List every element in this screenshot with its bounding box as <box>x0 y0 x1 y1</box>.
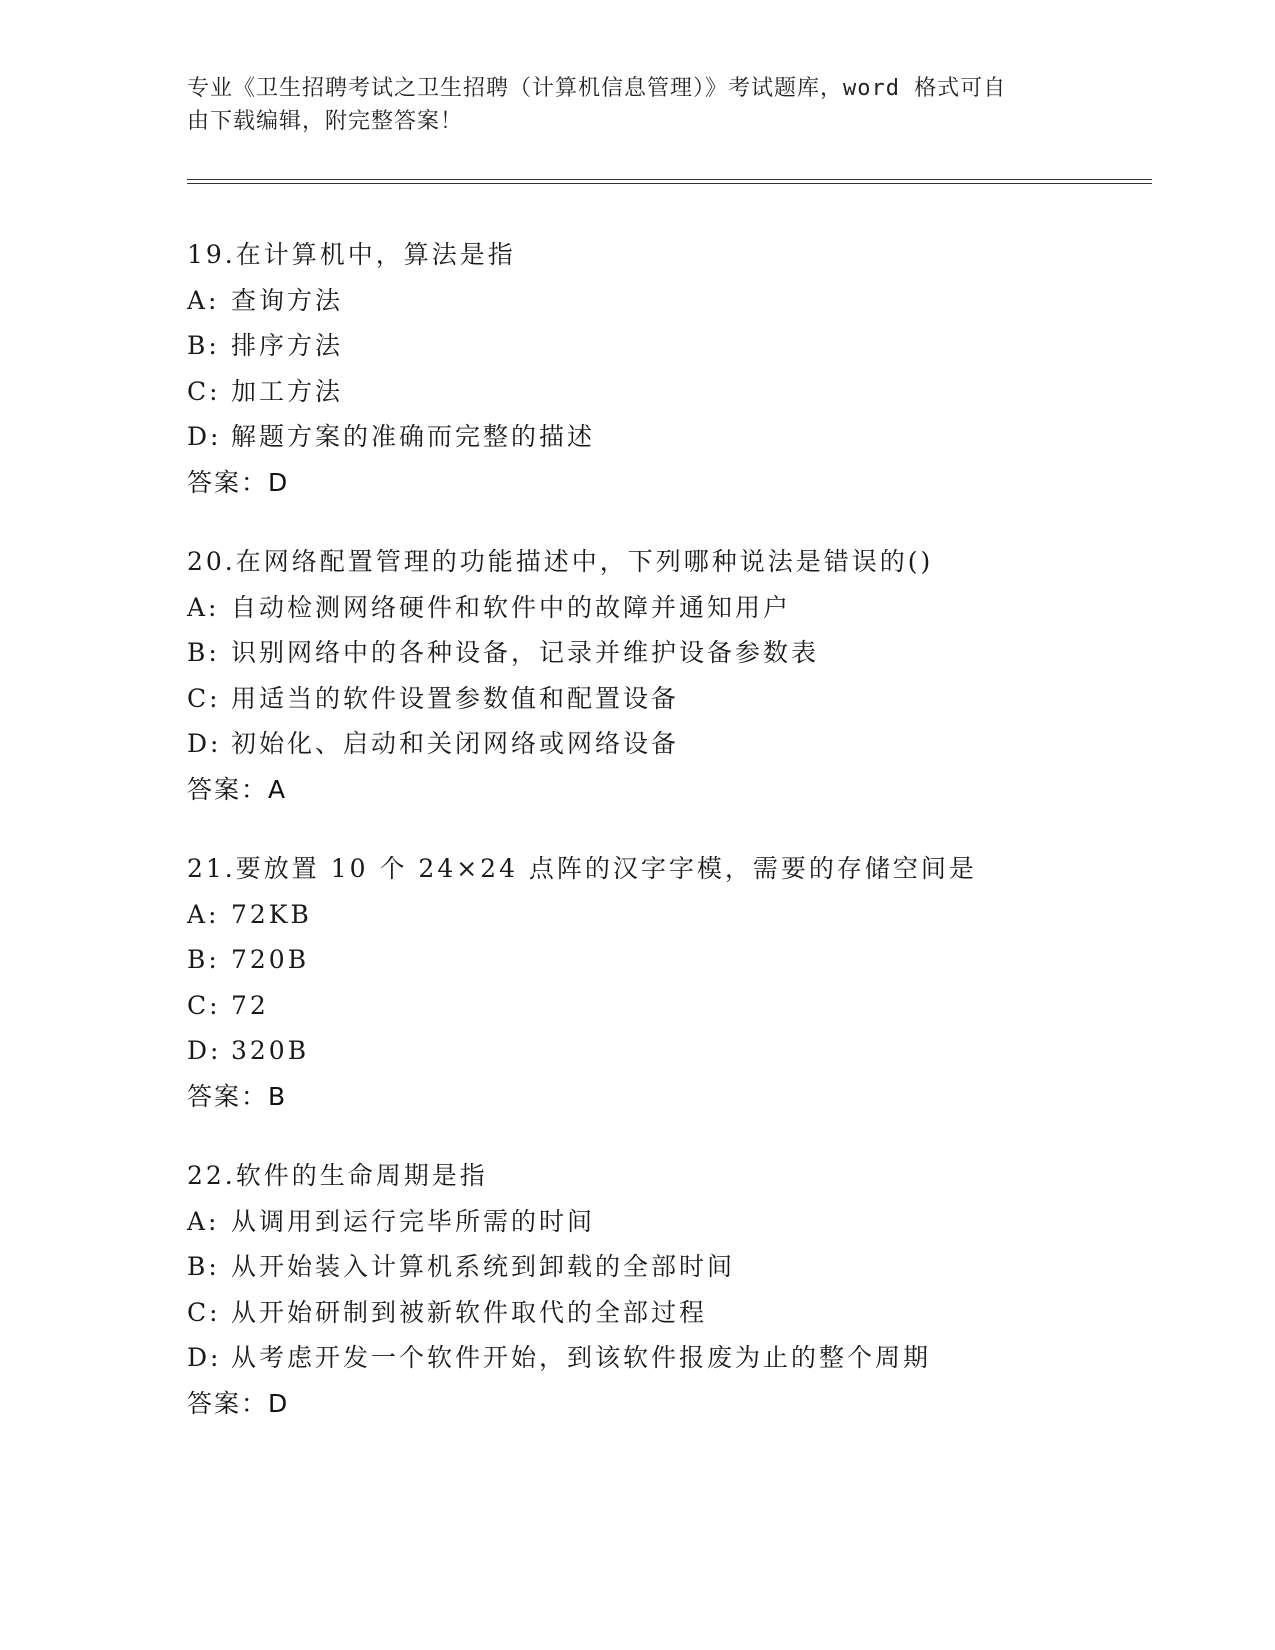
question-stem: 20.在网络配置管理的功能描述中，下列哪种说法是错误的() <box>187 547 934 576</box>
option-key: C: <box>187 683 221 713</box>
option-key: D: <box>187 1036 222 1065</box>
header-line-2: 由下载编辑，附完整答案！ <box>187 109 464 134</box>
answer-value: D <box>268 1388 290 1418</box>
option-text: 从开始装入计算机系统到卸载的全部时间 <box>231 1252 736 1281</box>
question-22 <box>187 1153 1187 1426</box>
option-key: A: <box>187 592 220 622</box>
option-a <box>187 278 1187 324</box>
option-b <box>187 937 1187 983</box>
header-divider-top <box>187 179 1152 180</box>
option-text: 初始化、启动和关闭网络或网络设备 <box>231 729 680 758</box>
option-key: B: <box>187 945 220 974</box>
header-divider-bottom <box>187 183 1152 184</box>
option-text: 320B <box>231 1036 310 1065</box>
option-key: C: <box>187 990 221 1020</box>
question-21 <box>187 846 1187 1119</box>
option-c <box>187 1290 1187 1336</box>
option-text: 72 <box>231 990 269 1020</box>
option-key: A: <box>187 285 220 315</box>
option-key: A: <box>187 899 220 929</box>
option-key: D: <box>187 1343 222 1372</box>
option-text: 加工方法 <box>231 376 344 406</box>
option-key: C: <box>187 376 221 406</box>
option-text: 查询方法 <box>231 285 344 315</box>
option-text: 从考虑开发一个软件开始，到该软件报废为止的整个周期 <box>231 1343 932 1372</box>
question-list <box>187 232 1187 1460</box>
option-d <box>187 1028 1187 1074</box>
answer <box>187 460 1187 506</box>
answer <box>187 767 1187 813</box>
option-d <box>187 1335 1187 1381</box>
answer-label: 答案： <box>187 1388 269 1418</box>
document-header <box>187 72 1087 138</box>
answer <box>187 1074 1187 1120</box>
option-text: 自动检测网络硬件和软件中的故障并通知用户 <box>231 592 792 622</box>
option-d <box>187 721 1187 767</box>
answer-value: A <box>268 774 288 804</box>
answer-value: B <box>268 1081 288 1111</box>
option-key: B: <box>187 1252 220 1281</box>
option-text: 解题方案的准确而完整的描述 <box>231 422 596 451</box>
option-a <box>187 892 1187 938</box>
option-text: 72KB <box>231 899 312 929</box>
option-b <box>187 323 1187 369</box>
answer-label: 答案： <box>187 774 269 804</box>
option-text: 识别网络中的各种设备，记录并维护设备参数表 <box>231 638 820 667</box>
answer <box>187 1381 1187 1427</box>
option-key: A: <box>187 1206 220 1236</box>
option-c <box>187 369 1187 415</box>
answer-label: 答案： <box>187 1081 269 1111</box>
answer-value: D <box>268 467 290 497</box>
question-stem: 19.在计算机中，算法是指 <box>187 240 516 269</box>
option-c <box>187 983 1187 1029</box>
answer-label: 答案： <box>187 467 269 497</box>
option-c <box>187 676 1187 722</box>
question-19 <box>187 232 1187 505</box>
question-stem: 22.软件的生命周期是指 <box>187 1161 488 1190</box>
question-20 <box>187 539 1187 812</box>
option-b <box>187 1244 1187 1290</box>
option-text: 720B <box>231 945 310 974</box>
question-stem: 21.要放置 10 个 24×24 点阵的汉字字模，需要的存储空间是 <box>187 854 977 883</box>
option-d <box>187 414 1187 460</box>
option-key: B: <box>187 331 220 360</box>
option-a <box>187 1199 1187 1245</box>
option-b <box>187 630 1187 676</box>
option-key: D: <box>187 422 222 451</box>
option-a <box>187 585 1187 631</box>
option-text: 从开始研制到被新软件取代的全部过程 <box>231 1297 708 1327</box>
option-text: 从调用到运行完毕所需的时间 <box>231 1206 596 1236</box>
option-key: B: <box>187 638 220 667</box>
option-text: 排序方法 <box>231 331 344 360</box>
header-line-1: 专业《卫生招聘考试之卫生招聘（计算机信息管理）》考试题库，word 格式可自 <box>187 76 1007 101</box>
option-text: 用适当的软件设置参数值和配置设备 <box>231 683 680 713</box>
option-key: C: <box>187 1297 221 1327</box>
option-key: D: <box>187 729 222 758</box>
